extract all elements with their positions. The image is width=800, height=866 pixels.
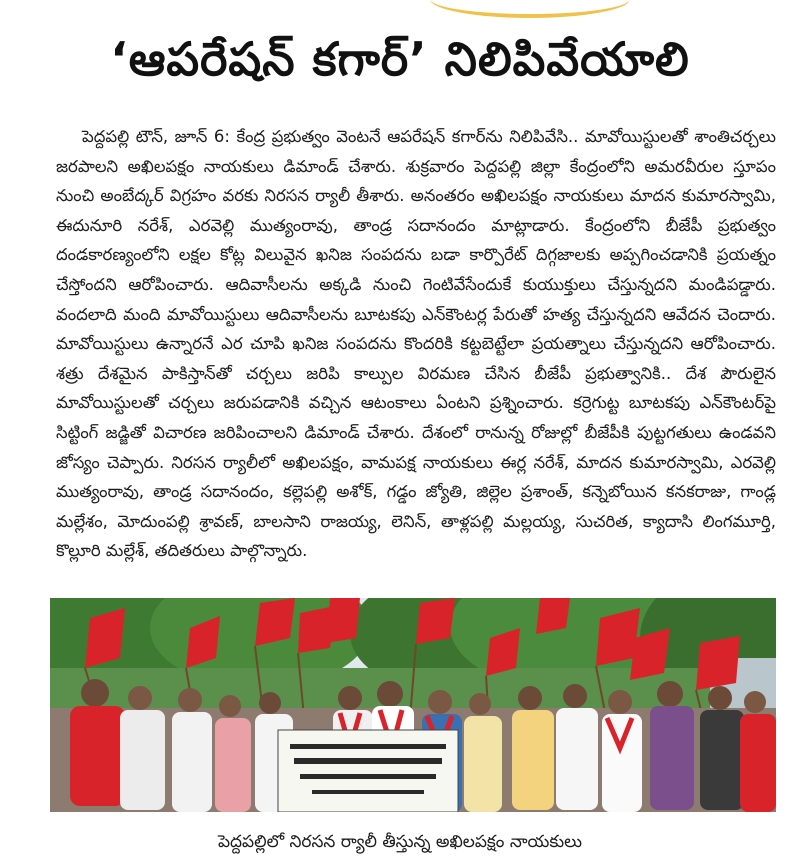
- article-body: పెద్దపల్లి టౌన్, జూన్ 6: కేంద్ర ప్రభుత్వం వెంటనే ఆపరేషన్ కగార్‌ను నిలిపివేసి.. మావోయిస్టులతో శాంతిచర్చలు జరపాలని అఖిలపక్షం నాయకులు డిమాండ్ చేశారు. శుక్రవారం పెద్దపల్లి జిల్లా కేంద్రంలోని అమరవీరుల స్తూపం నుంచి అంబేద్కర్ విగ్రహం వరకు నిరసన ర్యాలీ తీశారు. అనంతరం అఖిలపక్షం నాయకులు మాదన కుమారస్వామి, ఈదునూరి నరేశ్, ఎరవెల్లి ముత్యంరావు, తాండ్ర సదానందం మాట్లాడారు. కేంద్రంలోని బీజేపీ ప్రభుత్వం దండకారణ్యంలోని లక్షల కోట్ల విలువైన ఖనిజ సంపదను బడా కార్పొరేట్ దిగ్గజాలకు అప్పగించడానికి ప్రయత్నం చేస్తోందని ఆరోపించారు. ఆదివాసీలను అక్కడి నుంచి గెంటివేసేందుకే కుయుక్తులు చేస్తున్నదని మండిపడ్డారు. వందలాది మంది మావోయిస్టులు ఆదివాసీలను బూటకపు ఎన్‌కౌంటర్ల పేరుతో హత్య చేస్తున్నదని ఆవేదన చెందారు. మావోయిస్టులు ఉన్నారనే ఎర చూపి ఖనిజ సంపదను కొందరికి కట్టబెట్టేలా ప్రయత్నాలు చేస్తున్నదని ఆరోపించారు. శత్రు దేశమైన పాకిస్తాన్‌తో చర్చలు జరిపి కాల్పుల విరమణ చేసిన బీజేపీ ప్రభుత్వానికి.. దేశ పౌరులైన మావోయిస్టులతో చర్చలు జరుపడానికి వచ్చిన ఆటంకాలు ఏంటని ప్రశ్నించారు. కర్రెగుట్ట బూటకపు ఎన్‌కౌంటర్‌పై సిట్టింగ్ జడ్జితో విచారణ జరిపించాలని డిమాండ్ చేశారు. దేశంలో రానున్న రోజుల్లో బీజేపీకి పుట్టగతులు ఉండవని జోస్యం చెప్పారు. నిరసన ర్యాలీలో అఖిలపక్షం, వామపక్ష నాయకులు ఈర్ల నరేశ్, మాదన కుమారస్వామి, ఎరవెల్లి ముత్యంరావు, తాండ్ర సదానందం, కల్లెపల్లి అశోక్, గడ్డం జ్యోతి, జిల్లెల ప్రశాంత్, కన్నెబోయిన కనకరాజు, గాండ్ల మల్లేశం, మోదుంపల్లి శ్రావణ్, బాలసాని రాజయ్య, లెనిన్, తాళ్లపల్లి మల్లయ్య, సుచరిత, క్యాదాసి లింగమూర్తి, కొల్లూరి మల్లేశ్, తదితరులు పాల్గొన్నారు.: [56, 127, 776, 561]
- rally-photo-illustration: [50, 598, 776, 812]
- rally-photo: [50, 598, 776, 812]
- photo-caption: పెద్దపల్లిలో నిరసన ర్యాలీ తీస్తున్న అఖిలపక్షం నాయకులు: [217, 832, 583, 852]
- top-decorative-strip: [0, 0, 800, 22]
- decorative-curve: [430, 0, 630, 18]
- article-headline: ‘ఆపరేషన్ కగార్’ నిలిపివేయాలి: [110, 32, 690, 86]
